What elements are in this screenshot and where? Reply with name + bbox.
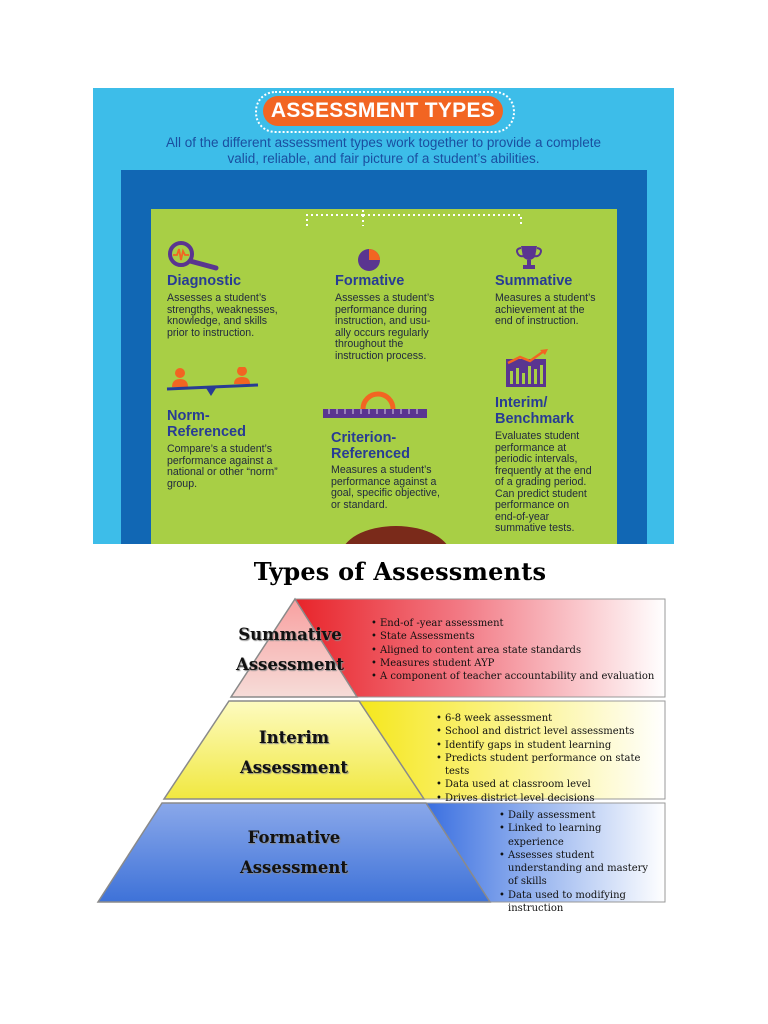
intro-line-1: All of the different assessment types work together to provide a complete xyxy=(166,135,601,150)
list-item: • Daily assessment xyxy=(499,809,659,822)
list-item: • Identify gaps in student learning xyxy=(436,739,661,752)
list-item: • A component of teacher accountability and evaluation xyxy=(371,670,661,683)
summative-description: Measures a student’s achievement at the end of instruction. xyxy=(495,292,596,327)
list-item: • End-of -year assessment xyxy=(371,617,661,630)
pyramid-title: Types of Assessments xyxy=(253,557,547,586)
summative-label: Summative Assessment xyxy=(235,625,345,674)
interim-benchmark-heading: Interim/ Benchmark xyxy=(495,395,574,427)
infographic-title: ASSESSMENT TYPES xyxy=(263,96,503,126)
list-item: • Measures student AYP xyxy=(371,657,661,670)
list-item: • Data used at classroom level xyxy=(436,778,661,791)
summative-heading: Summative xyxy=(495,273,573,289)
formative-label: Formative Assessment xyxy=(239,828,349,877)
interim-label: Interim Assessment xyxy=(239,728,349,777)
interim-bullets xyxy=(436,712,661,805)
intro-line-2: valid, reliable, and fair picture of a student’s abilities. xyxy=(227,151,540,166)
list-item: • 6-8 week assessment xyxy=(436,712,661,725)
formative-heading: Formative xyxy=(335,273,405,289)
list-item: • Aligned to content area state standards xyxy=(371,644,661,657)
list-item: • School and district level assessments xyxy=(436,725,661,738)
diagnostic-description: Assesses a student’s strengths, weaknesses, knowledge, and skills prior to instruction. xyxy=(167,292,278,339)
list-item: • Assesses student understanding and mastery of skills xyxy=(499,849,659,889)
formative-bullets xyxy=(499,809,659,915)
formative-description: Assesses a student’s performance during instruction, and usu- ally occurs regularly throughout the instruction process. xyxy=(335,292,435,362)
list-item: • State Assessments xyxy=(371,630,661,643)
norm-referenced-heading: Norm- Referenced xyxy=(167,408,246,440)
criterion-referenced-description: Measures a student’s performance against a goal, specific objective, or standard. xyxy=(331,464,440,511)
list-item: • Predicts student performance on state tests xyxy=(436,752,661,779)
list-item: • Linked to learning experience xyxy=(499,822,659,849)
diagnostic-heading: Diagnostic xyxy=(167,273,242,289)
summative-bullets xyxy=(371,617,661,683)
list-item: • Data used to modifying instruction xyxy=(499,889,659,916)
criterion-referenced-heading: Criterion- Referenced xyxy=(331,430,410,462)
interim-benchmark-description: Evaluates student performance at periodic intervals, frequently at the end of a grading period. Can predict student performance on end-of-year summative tests. xyxy=(495,430,592,534)
list-item: • Drives district level decisions xyxy=(436,792,661,805)
norm-referenced-description: Compare’s a student’s performance against a national or other “norm” group. xyxy=(167,443,278,490)
